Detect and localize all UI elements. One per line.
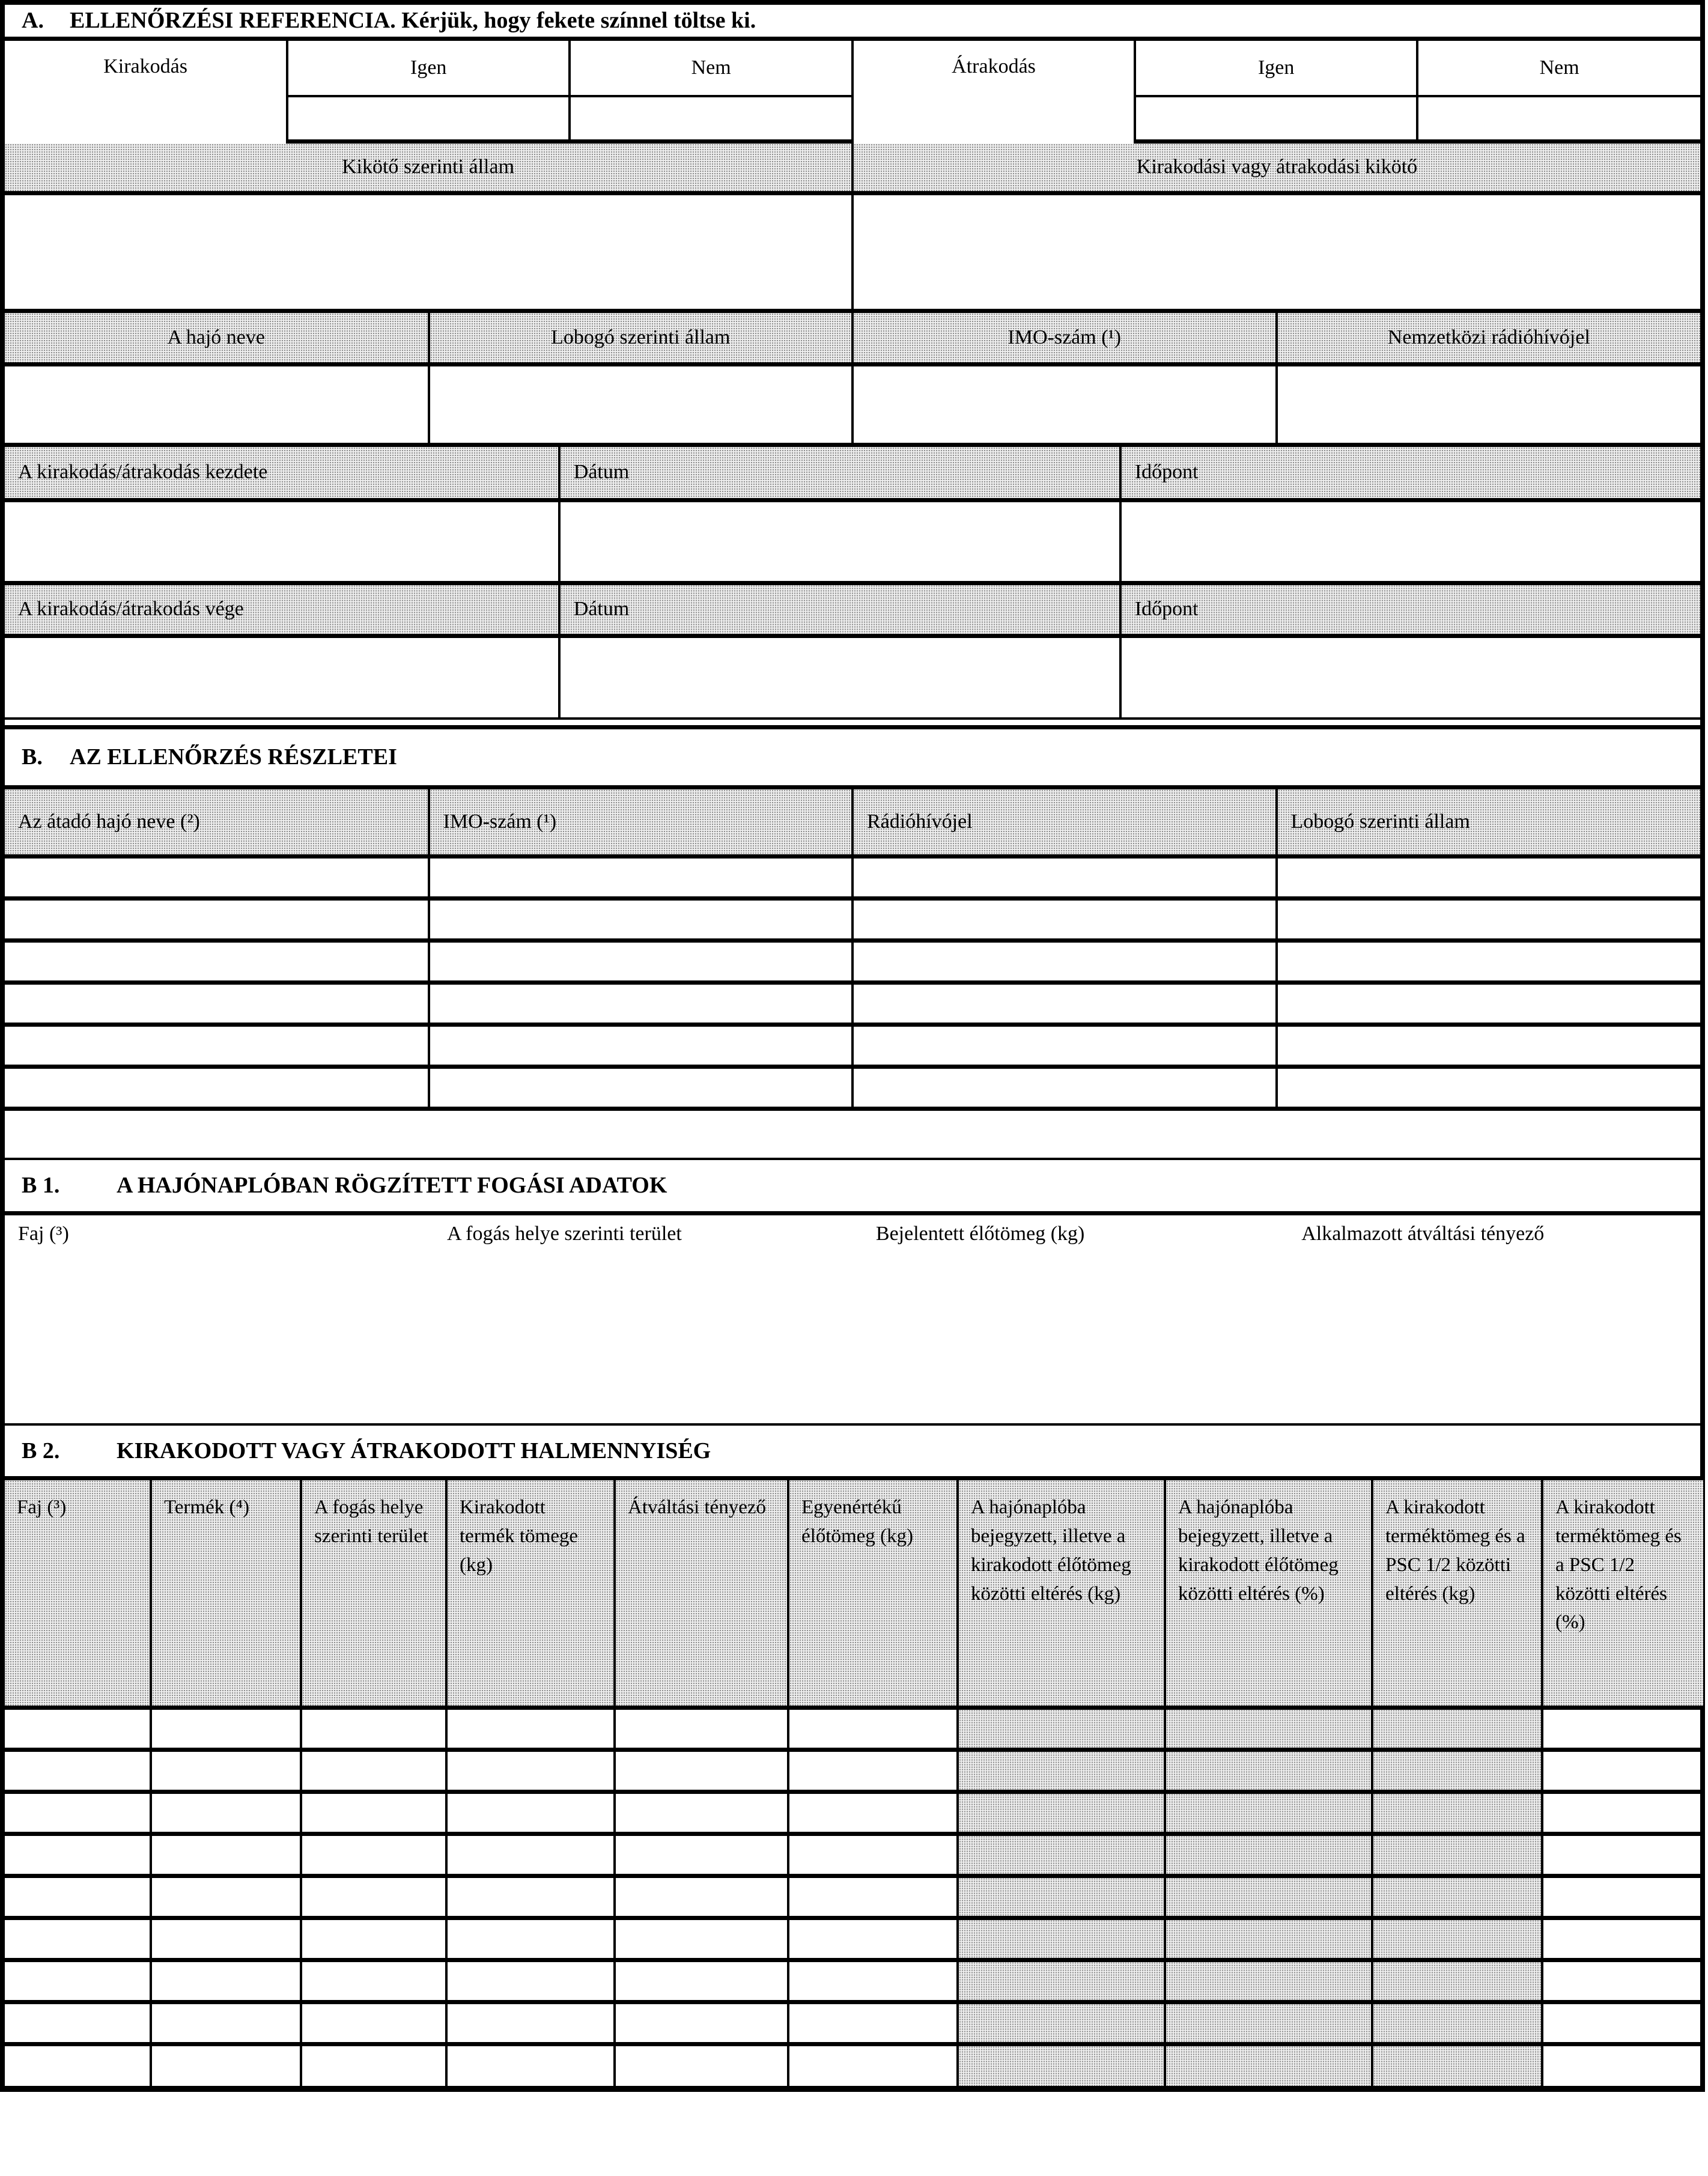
b2-logbook-difference-pct-cell — [1165, 2044, 1372, 2086]
quantities-table — [5, 1480, 1703, 2086]
donor-vessel-row — [5, 899, 1700, 941]
b2-product-header: Termék (⁴) — [151, 1480, 301, 1707]
b2-logbook-difference-pct-cell — [1165, 1918, 1372, 1960]
section-b1-title — [5, 1160, 1700, 1213]
b2-data-row — [5, 1792, 1703, 1834]
b2-psc-difference-kg-cell — [1372, 1960, 1542, 2002]
radio-call-sign-header: Nemzetközi rádióhívójel — [1277, 313, 1701, 365]
section-b1-title-band — [5, 1160, 1700, 1215]
b2-equivalent-live-weight-input-cell[interactable] — [788, 1876, 958, 1918]
b2-psc-difference-pct-input-cell[interactable] — [1542, 1960, 1703, 2002]
b1-species-label: Faj (³) — [18, 1222, 69, 1245]
b2-species-input-cell[interactable] — [5, 1960, 151, 2002]
b2-species-input-cell[interactable] — [5, 1834, 151, 1876]
b2-product-weight-header: Kirakodott termék tömege (kg) — [446, 1480, 615, 1707]
b2-logbook-difference-kg-header: A hajónaplóba bejegyzett, illetve a kirakodott élőtömeg közötti eltérés (kg) — [958, 1480, 1165, 1707]
donor-flag-state-input-cell[interactable] — [1277, 941, 1701, 983]
donor-vessel-name-input-cell[interactable] — [5, 983, 429, 1025]
end-date-label: Dátum — [559, 583, 1120, 636]
b2-species-input-cell[interactable] — [5, 2002, 151, 2044]
b2-catch-area-input-cell[interactable] — [301, 2044, 446, 2086]
donor-vessel-row — [5, 941, 1700, 983]
b2-psc-difference-pct-input-cell[interactable] — [1542, 1707, 1703, 1749]
b2-catch-area-header: A fogás helye szerinti terület — [301, 1480, 446, 1707]
donor-vessel-name-input-cell[interactable] — [5, 1067, 429, 1109]
donor-radio-call-sign-input-cell[interactable] — [852, 1025, 1277, 1067]
b2-product-weight-input-cell[interactable] — [446, 2044, 615, 2086]
start-date-input-cell[interactable] — [559, 500, 1120, 583]
b2-product-weight-input-cell[interactable] — [446, 1834, 615, 1876]
donor-imo-input-cell[interactable] — [429, 1025, 853, 1067]
b2-psc-difference-pct-input-cell[interactable] — [1542, 1876, 1703, 1918]
donor-imo-header: IMO-szám (¹) — [429, 789, 853, 857]
donor-flag-state-input-cell[interactable] — [1277, 983, 1701, 1025]
b2-product-weight-input-cell[interactable] — [446, 2002, 615, 2044]
end-label: A kirakodás/átrakodás vége — [5, 583, 559, 636]
b2-equivalent-live-weight-input-cell[interactable] — [788, 1749, 958, 1792]
b2-species-input-cell[interactable] — [5, 2044, 151, 2086]
b2-logbook-difference-kg-cell — [958, 1918, 1165, 1960]
b1-entry-area[interactable] — [5, 1255, 1700, 1424]
b2-psc-difference-pct-input-cell[interactable] — [1542, 1792, 1703, 1834]
b2-product-weight-input-cell[interactable] — [446, 1792, 615, 1834]
donor-flag-state-input-cell[interactable] — [1277, 1025, 1701, 1067]
b2-data-row — [5, 1749, 1703, 1792]
section-b2-title — [5, 1426, 1700, 1479]
transhipment-no-input-cell[interactable] — [1417, 96, 1700, 142]
imo-number-header: IMO-szám (¹) — [852, 313, 1277, 365]
landing-no-input-cell[interactable] — [570, 96, 852, 142]
donor-vessel-row — [5, 1067, 1700, 1109]
b2-data-row — [5, 1918, 1703, 1960]
b2-logbook-difference-pct-cell — [1165, 1876, 1372, 1918]
b2-data-row — [5, 2002, 1703, 2044]
b2-equivalent-live-weight-input-cell[interactable] — [788, 1834, 958, 1876]
b2-conversion-factor-input-cell[interactable] — [615, 1918, 788, 1960]
b2-catch-area-input-cell[interactable] — [301, 2002, 446, 2044]
b1-catch-area-label: A fogás helye szerinti terület — [446, 1222, 682, 1245]
b2-logbook-difference-kg-cell — [958, 1960, 1165, 2002]
b2-product-input-cell[interactable] — [151, 1834, 301, 1876]
b2-conversion-factor-input-cell[interactable] — [615, 1960, 788, 2002]
b1-conversion-factor-label: Alkalmazott átváltási tényező — [1301, 1222, 1545, 1245]
b2-product-input-cell[interactable] — [151, 1792, 301, 1834]
start-time-label: Időpont — [1120, 447, 1700, 500]
b2-product-input-cell[interactable] — [151, 2044, 301, 2086]
b2-species-input-cell[interactable] — [5, 1876, 151, 1918]
b2-logbook-difference-pct-cell — [1165, 2002, 1372, 2044]
b2-psc-difference-kg-header: A kirakodott terméktömeg és a PSC 1/2 közötti eltérés (kg) — [1372, 1480, 1542, 1707]
section-b2-title-band — [5, 1426, 1700, 1481]
donor-radio-call-sign-input-cell[interactable] — [852, 857, 1277, 899]
b2-psc-difference-pct-input-cell[interactable] — [1542, 1749, 1703, 1792]
imo-number-input-cell[interactable] — [852, 365, 1277, 445]
end-time-input-cell[interactable] — [1120, 636, 1700, 719]
vessel-identity-table — [5, 313, 1700, 448]
section-a-b-divider — [5, 720, 1700, 729]
donor-radio-call-sign-input-cell[interactable] — [852, 899, 1277, 941]
section-a-title — [5, 5, 1700, 38]
b2-product-weight-input-cell[interactable] — [446, 1749, 615, 1792]
section-b2-title-text: KIRAKODOTT VAGY ÁTRAKODOTT HALMENNYISÉG — [117, 1438, 711, 1463]
b2-psc-difference-pct-input-cell[interactable] — [1542, 2044, 1703, 2086]
b2-logbook-difference-kg-cell — [958, 2002, 1165, 2044]
b2-logbook-difference-pct-cell — [1165, 1749, 1372, 1792]
b2-conversion-factor-input-cell[interactable] — [615, 1707, 788, 1749]
b2-product-input-cell[interactable] — [151, 1876, 301, 1918]
b2-product-input-cell[interactable] — [151, 1918, 301, 1960]
b2-psc-difference-kg-cell — [1372, 1792, 1542, 1834]
b2-psc-difference-pct-input-cell[interactable] — [1542, 1918, 1703, 1960]
logbook-catch-table — [5, 1215, 1700, 1426]
landing-label: Kirakodás — [5, 41, 287, 142]
landing-transhipment-table — [5, 41, 1700, 144]
donor-vessel-row — [5, 1025, 1700, 1067]
b2-product-weight-input-cell[interactable] — [446, 1918, 615, 1960]
b2-conversion-factor-input-cell[interactable] — [615, 1792, 788, 1834]
donor-flag-state-input-cell[interactable] — [1277, 857, 1701, 899]
b2-catch-area-input-cell[interactable] — [301, 1707, 446, 1749]
section-b-code: B. — [22, 744, 43, 770]
b2-equivalent-live-weight-input-cell[interactable] — [788, 1960, 958, 2002]
vessel-name-header: A hajó neve — [5, 313, 429, 365]
section-b2-code: B 2. — [22, 1438, 60, 1463]
section-a-code: A. — [22, 8, 44, 34]
b2-equivalent-live-weight-input-cell[interactable] — [788, 2044, 958, 2086]
start-label: A kirakodás/átrakodás kezdete — [5, 447, 559, 500]
b2-catch-area-input-cell[interactable] — [301, 1834, 446, 1876]
donor-imo-input-cell[interactable] — [429, 899, 853, 941]
donor-imo-input-cell[interactable] — [429, 983, 853, 1025]
b2-equivalent-live-weight-input-cell[interactable] — [788, 1792, 958, 1834]
donor-flag-state-input-cell[interactable] — [1277, 899, 1701, 941]
b2-product-input-cell[interactable] — [151, 1960, 301, 2002]
b2-catch-area-input-cell[interactable] — [301, 1960, 446, 2002]
transhipment-no-label: Nem — [1417, 41, 1700, 96]
flag-state-header: Lobogó szerinti állam — [429, 313, 853, 365]
section-b-title-text: AZ ELLENŐRZÉS RÉSZLETEI — [70, 744, 397, 770]
b2-logbook-difference-pct-cell — [1165, 1792, 1372, 1834]
port-state-input-cell[interactable] — [5, 193, 852, 311]
b2-logbook-difference-pct-cell — [1165, 1834, 1372, 1876]
port-state-header: Kikötő szerinti állam — [5, 144, 852, 193]
b2-data-row — [5, 2044, 1703, 2086]
b2-psc-difference-pct-input-cell[interactable] — [1542, 2002, 1703, 2044]
b2-catch-area-input-cell[interactable] — [301, 1792, 446, 1834]
b2-psc-difference-kg-cell — [1372, 1707, 1542, 1749]
b2-conversion-factor-input-cell[interactable] — [615, 1749, 788, 1792]
b2-species-input-cell[interactable] — [5, 1792, 151, 1834]
landing-yes-input-cell[interactable] — [287, 96, 570, 142]
start-time-input-cell[interactable] — [1120, 500, 1700, 583]
b2-product-weight-input-cell[interactable] — [446, 1876, 615, 1918]
b2-psc-difference-pct-header: A kirakodott terméktömeg és a PSC 1/2 közötti eltérés (%) — [1542, 1480, 1703, 1707]
b2-product-input-cell[interactable] — [151, 1707, 301, 1749]
b2-equivalent-live-weight-input-cell[interactable] — [788, 1918, 958, 1960]
donor-vessel-name-header: Az átadó hajó neve (²) — [5, 789, 429, 857]
donor-radio-call-sign-input-cell[interactable] — [852, 941, 1277, 983]
section-b1-code: B 1. — [22, 1173, 60, 1199]
donor-imo-input-cell[interactable] — [429, 857, 853, 899]
donor-radio-call-sign-input-cell[interactable] — [852, 983, 1277, 1025]
b2-equivalent-live-weight-input-cell[interactable] — [788, 1707, 958, 1749]
landing-no-label: Nem — [570, 41, 852, 96]
b2-product-input-cell[interactable] — [151, 2002, 301, 2044]
b2-conversion-factor-input-cell[interactable] — [615, 2002, 788, 2044]
section-b-title-band — [5, 729, 1700, 789]
b2-logbook-difference-kg-cell — [958, 1792, 1165, 1834]
donor-vessel-row — [5, 983, 1700, 1025]
b2-psc-difference-kg-cell — [1372, 1834, 1542, 1876]
donor-vessel-name-input-cell[interactable] — [5, 899, 429, 941]
radio-call-sign-input-cell[interactable] — [1277, 365, 1701, 445]
b2-data-row — [5, 1707, 1703, 1749]
b2-data-row — [5, 1834, 1703, 1876]
donor-imo-input-cell[interactable] — [429, 941, 853, 983]
b2-logbook-difference-kg-cell — [958, 2044, 1165, 2086]
landing-yes-label: Igen — [287, 41, 570, 96]
operation-time-table — [5, 447, 1700, 720]
b2-species-input-cell[interactable] — [5, 1749, 151, 1792]
end-label-input-cell[interactable] — [5, 636, 559, 719]
section-a-title-text: ELLENŐRZÉSI REFERENCIA. Kérjük, hogy fekete színnel töltse ki. — [70, 8, 756, 34]
end-date-input-cell[interactable] — [559, 636, 1120, 719]
b2-psc-difference-kg-cell — [1372, 2044, 1542, 2086]
b1-live-weight-label: Bejelentett élőtömeg (kg) — [875, 1222, 1085, 1245]
b2-species-header: Faj (³) — [5, 1480, 151, 1707]
b2-catch-area-input-cell[interactable] — [301, 1876, 446, 1918]
b2-logbook-difference-pct-cell — [1165, 1707, 1372, 1749]
b2-logbook-difference-pct-header: A hajónaplóba bejegyzett, illetve a kirakodott élőtömeg közötti eltérés (%) — [1165, 1480, 1372, 1707]
section-a-title-band — [5, 5, 1700, 41]
b2-logbook-difference-pct-cell — [1165, 1960, 1372, 2002]
b2-conversion-factor-header: Átváltási tényező — [615, 1480, 788, 1707]
b2-psc-difference-kg-cell — [1372, 1749, 1542, 1792]
donor-flag-state-header: Lobogó szerinti állam — [1277, 789, 1701, 857]
b2-product-input-cell[interactable] — [151, 1749, 301, 1792]
b2-equivalent-live-weight-header: Egyenértékű élőtömeg (kg) — [788, 1480, 958, 1707]
port-table — [5, 144, 1700, 313]
b2-logbook-difference-kg-cell — [958, 1876, 1165, 1918]
b2-logbook-difference-kg-cell — [958, 1834, 1165, 1876]
b2-psc-difference-kg-cell — [1372, 1918, 1542, 1960]
transhipment-yes-label: Igen — [1135, 41, 1417, 96]
flag-state-input-cell[interactable] — [429, 365, 853, 445]
donor-flag-state-input-cell[interactable] — [1277, 1067, 1701, 1109]
transhipment-yes-input-cell[interactable] — [1135, 96, 1417, 142]
donor-vessel-name-input-cell[interactable] — [5, 857, 429, 899]
section-b1-title-text: A HAJÓNAPLÓBAN RÖGZÍTETT FOGÁSI ADATOK — [117, 1173, 667, 1199]
b2-logbook-difference-kg-cell — [958, 1749, 1165, 1792]
b2-psc-difference-kg-cell — [1372, 2002, 1542, 2044]
section-b-title — [5, 729, 1700, 787]
donor-radio-call-sign-header: Rádióhívójel — [852, 789, 1277, 857]
donor-imo-input-cell[interactable] — [429, 1067, 853, 1109]
transhipment-label: Átrakodás — [852, 41, 1135, 142]
b2-equivalent-live-weight-input-cell[interactable] — [788, 2002, 958, 2044]
b2-catch-area-input-cell[interactable] — [301, 1749, 446, 1792]
donor-vessel-table — [5, 789, 1700, 1111]
port-of-landing-header: Kirakodási vagy átrakodási kikötő — [852, 144, 1700, 193]
b2-product-weight-input-cell[interactable] — [446, 1960, 615, 2002]
spacer-cell — [5, 1111, 1700, 1159]
b2-data-row — [5, 1876, 1703, 1918]
donor-vessel-name-input-cell[interactable] — [5, 941, 429, 983]
b2-species-input-cell[interactable] — [5, 1707, 151, 1749]
start-label-input-cell[interactable] — [5, 500, 559, 583]
start-date-label: Dátum — [559, 447, 1120, 500]
b2-conversion-factor-input-cell[interactable] — [615, 2044, 788, 2086]
donor-radio-call-sign-input-cell[interactable] — [852, 1067, 1277, 1109]
b2-logbook-difference-kg-cell — [958, 1707, 1165, 1749]
b2-species-input-cell[interactable] — [5, 1918, 151, 1960]
b2-psc-difference-pct-input-cell[interactable] — [1542, 1834, 1703, 1876]
spacer-band — [5, 1111, 1700, 1160]
b2-data-row — [5, 1960, 1703, 2002]
b2-psc-difference-kg-cell — [1372, 1876, 1542, 1918]
b2-conversion-factor-input-cell[interactable] — [615, 1876, 788, 1918]
b2-catch-area-input-cell[interactable] — [301, 1918, 446, 1960]
port-of-landing-input-cell[interactable] — [852, 193, 1700, 311]
donor-vessel-row — [5, 857, 1700, 899]
donor-vessel-name-input-cell[interactable] — [5, 1025, 429, 1067]
vessel-name-input-cell[interactable] — [5, 365, 429, 445]
b2-product-weight-input-cell[interactable] — [446, 1707, 615, 1749]
b2-conversion-factor-input-cell[interactable] — [615, 1834, 788, 1876]
end-time-label: Időpont — [1120, 583, 1700, 636]
